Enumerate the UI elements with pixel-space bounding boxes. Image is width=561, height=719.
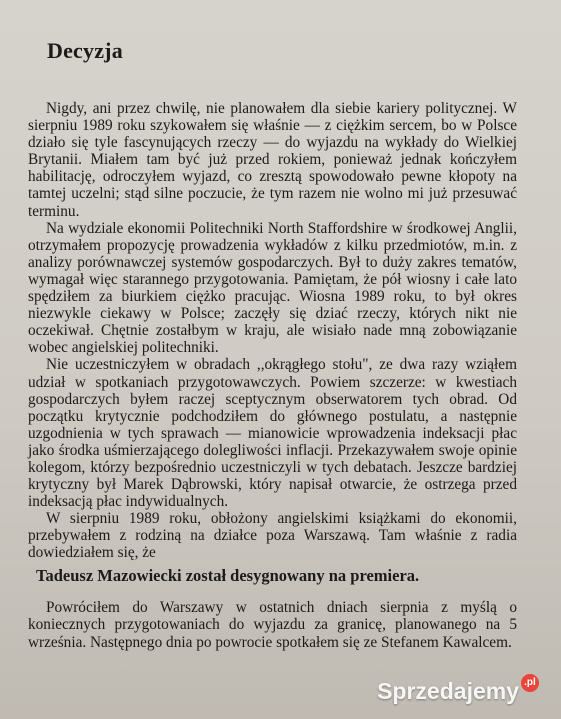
paragraph-1: Nigdy, ani przez chwilę, nie planowałem dla siebie kariery politycznej. W sierpniu 1989 roku szykowałem się właśnie — z ciężkim sercem, bo w Polsce działo się tyle fascynujących rzeczy — do wyjazdu na wykłady do Wielkiej Brytanii. Miałem tam być już przed rokiem, ponieważ jednak kończyłem habilitację, odroczyłem wyjazd, co zresztą spowodowało pewne kłopoty na tamtej uczelni; stąd silne poczucie, że tym razem nie wolno mi już przesuwać terminu.	[28, 100, 517, 220]
paragraph-3: Nie uczestniczyłem w obradach ,,okrągłego stołu", ze dwa razy wziąłem udział w spotkaniach przygotowawczych. Powiem szczerze: w kwestiach gospodarczych byłem raczej sceptycznym obserwatorem tych obrad. Od początku krytycznie podchodziłem do głównego postulatu, a następnie uzgodnienia w tych sprawach — mianowicie wprowadzenia indeksacji płac jako środka uśmierzającego dolegliwości inflacji. Przekazywałem swoje opinie kolegom, którzy bezpośrednio uczestniczyli w tych debatach. Jeszcze bardziej krytyczny był Marek Dąbrowski, który napisał otwarcie, że ostrzega przed indeksacją płac indywidualnych.	[28, 356, 517, 511]
watermark-text: Sprzedajemy	[377, 678, 519, 704]
watermark-badge: .pl	[521, 674, 539, 692]
chapter-title: Decyzja	[47, 38, 123, 63]
body-text	[28, 100, 517, 562]
headline-statement: Tadeusz Mazowiecki został desygnowany na premiera.	[36, 566, 420, 585]
paragraph-2: Na wydziale ekonomii Politechniki North Staffordshire w środkowej Anglii, otrzymałem propozycję prowadzenia wykładów z kilku przedmiotów, m.in. z analizy porównawczej systemów gospodarczych. Był to duży zakres tematów, wymagał więc starannego przygotowania. Pamiętam, że pół wiosny i całe lato spędziłem za biurkiem ciężko pracując. Wiosna 1989 roku, to był okres niezwykle ciekawy w Polsce; zaczęły się dziać rzeczy, których nikt nie oczekiwał. Chętnie zostałbym w kraju, ale wisiało nade mną zobowiązanie wobec angielskiej politechniki.	[28, 219, 517, 357]
watermark	[377, 678, 539, 705]
paragraph-4: W sierpniu 1989 roku, obłożony angielskimi książkami do ekonomii, przebywałem z rodziną na działce poza Warszawą. Tam właśnie z radia dowiedziałem się, że	[28, 510, 517, 562]
closing-paragraph: Powróciłem do Warszawy w ostatnich dniach sierpnia z myślą o koniecznych przygotowaniach do wyjazdu za granicę, planowanego na 5 września. Następnego dnia po powrocie spotkałem się ze Stefanem Kawalcem.	[28, 599, 517, 651]
